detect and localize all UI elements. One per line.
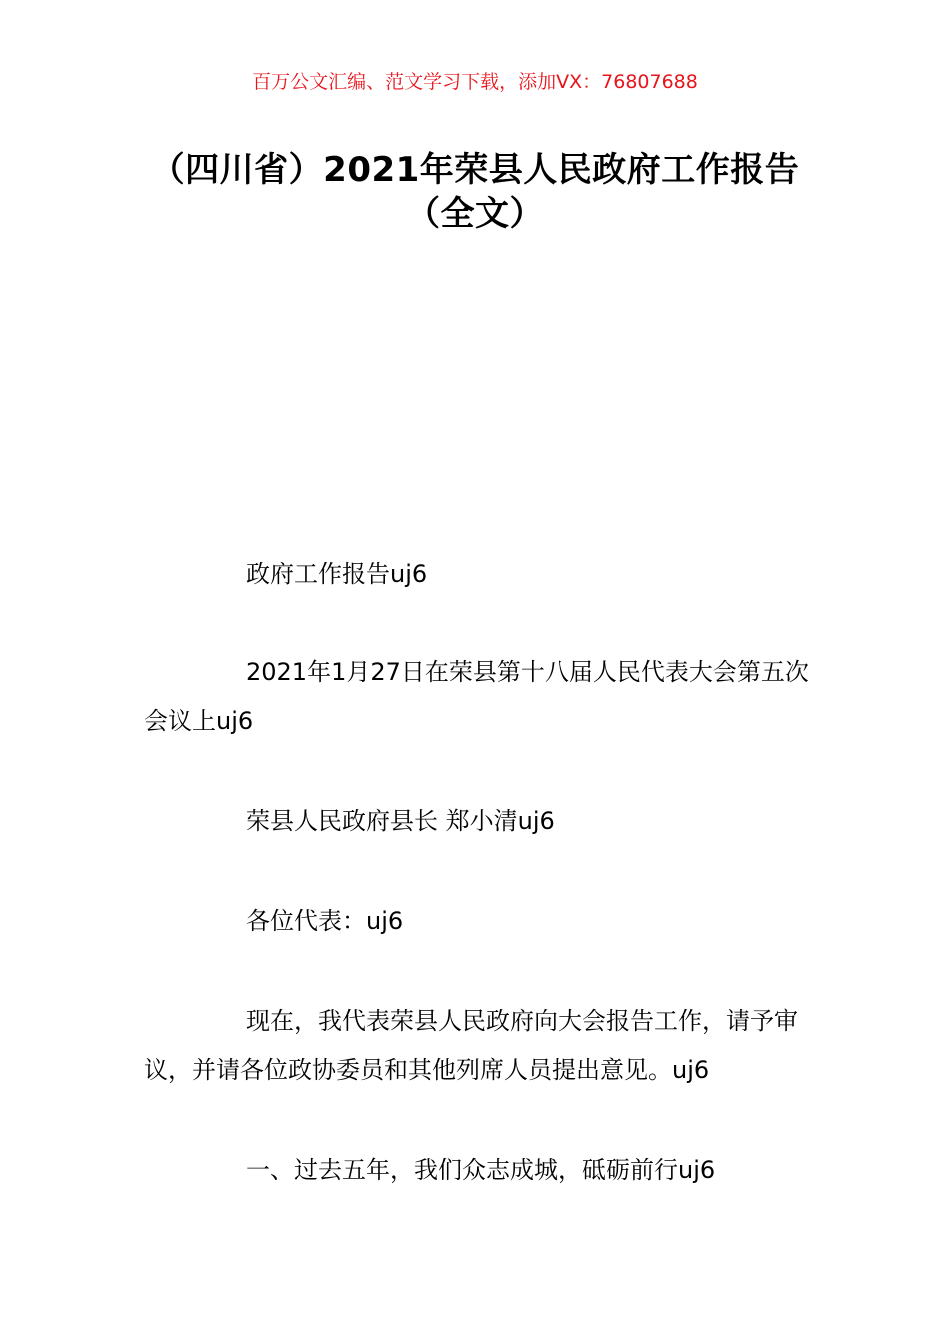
paragraph-date-venue: 2021年1月27日在荣县第十八届人民代表大会第五次会议上uj6: [144, 658, 809, 735]
title-line-1: （四川省）2021年荣县人民政府工作报告: [150, 150, 800, 190]
paragraph-intro: 现在，我代表荣县人民政府向大会报告工作，请予审议，并请各位政协委员和其他列席人员提出意见。uj6: [144, 1007, 798, 1084]
paragraph-report-heading: 政府工作报告uj6: [246, 560, 428, 588]
header-note: 百万公文汇编、范文学习下载，添加VX：76807688: [252, 71, 698, 93]
section-heading-1: 一、过去五年，我们众志成城，砥砺前行uj6: [246, 1156, 716, 1184]
title-line-2: （全文）: [406, 194, 544, 234]
document-title: [140, 148, 810, 236]
paragraph-salutation: 各位代表：uj6: [246, 907, 404, 935]
paragraph-speaker: 荣县人民政府县长 郑小清uj6: [246, 807, 555, 835]
